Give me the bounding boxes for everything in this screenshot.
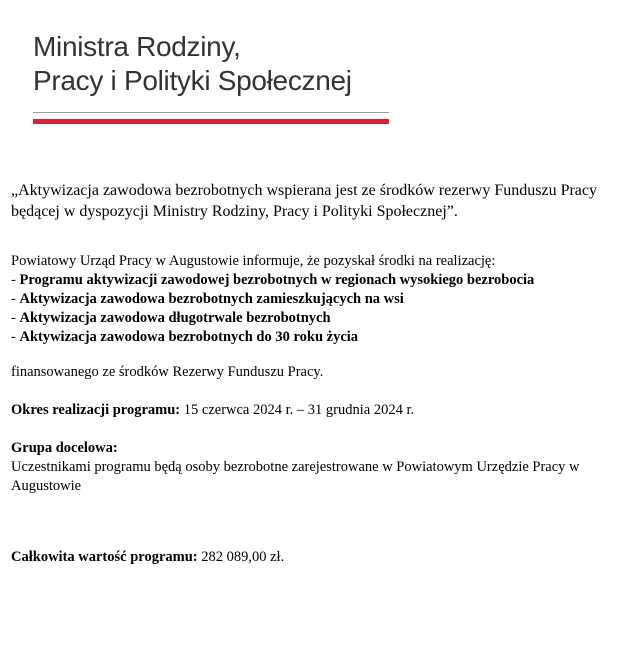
program-dash: -	[11, 310, 20, 326]
program-name: Programu aktywizacji zawodowej bezrobotnych w regionach wysokiego bezrobocia	[19, 272, 535, 288]
funding-quote: „Aktywizacja zawodowa bezrobotnych wspierana jest ze środków rezerwy Funduszu Pracy będącej w dyspozycji Ministry Rodziny, Pracy i Polityki Społecznej”.	[11, 182, 598, 220]
program-dash: -	[11, 291, 20, 307]
period-value: 15 czerwca 2024 r. – 31 grudnia 2024 r.	[180, 402, 415, 418]
program-name: Aktywizacja zawodowa długotrwale bezrobotnych	[19, 310, 331, 326]
target-label: Grupa docelowa:	[11, 440, 118, 456]
financing-text: finansowanego ze środków Rezerwy Funduszu Pracy.	[11, 364, 324, 380]
program-item	[11, 290, 611, 309]
announcement-content	[11, 180, 611, 567]
intro-text: Powiatowy Urząd Pracy w Augustowie informuje, że pozyskał środki na realizację:	[11, 253, 496, 269]
program-item	[11, 328, 611, 347]
logo-line-1: Ministra Rodziny,	[33, 31, 241, 62]
logo-red-rule	[33, 119, 389, 124]
logo-line-2: Pracy i Polityki Społecznej	[33, 65, 352, 96]
target-group	[11, 439, 611, 496]
ministry-logo	[33, 30, 393, 98]
program-dash: -	[11, 329, 20, 345]
logo-gray-rule	[33, 112, 389, 113]
program-item	[11, 309, 611, 328]
program-total	[11, 548, 611, 567]
program-list	[11, 271, 611, 347]
total-value: 282 089,00 zł.	[197, 549, 285, 565]
program-item	[11, 271, 611, 290]
total-label: Całkowita wartość programu:	[11, 549, 198, 565]
program-period	[11, 401, 611, 420]
program-name: Aktywizacja zawodowa bezrobotnych zamieszkujących na wsi	[19, 291, 404, 307]
period-label: Okres realizacji programu:	[11, 402, 181, 418]
target-value: Uczestnikami programu będą osoby bezrobotne zarejestrowane w Powiatowym Urzędzie Pracy w Augustowie	[11, 459, 580, 494]
program-dash: -	[11, 272, 20, 288]
program-name: Aktywizacja zawodowa bezrobotnych do 30 roku życia	[19, 329, 359, 345]
